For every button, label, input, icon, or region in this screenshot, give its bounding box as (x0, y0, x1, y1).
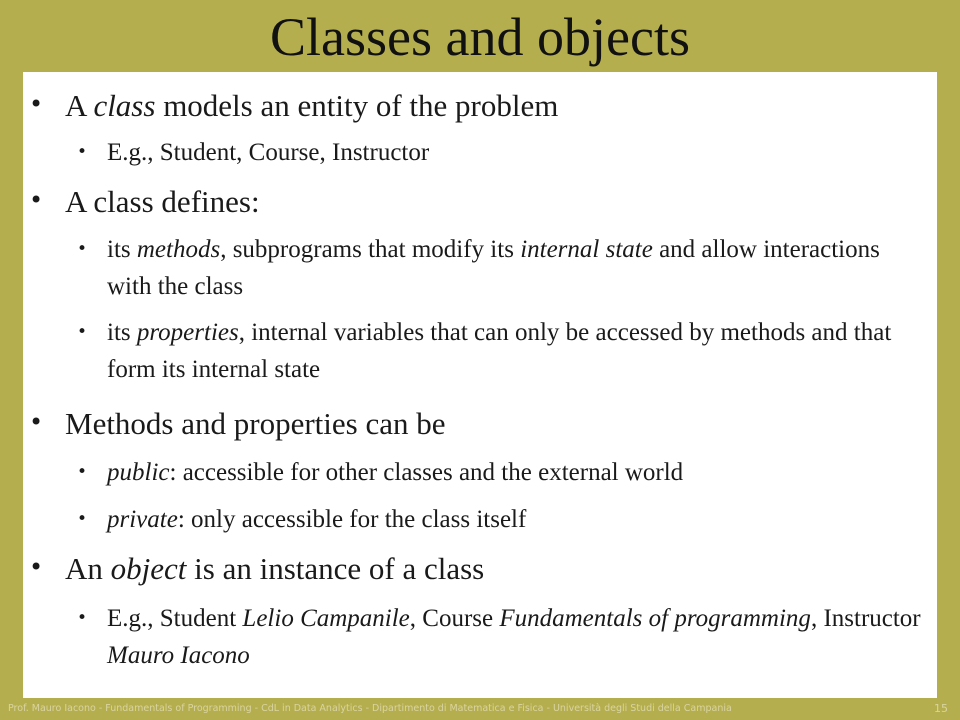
bullet-text: its methods, subprograms that modify its internal state and allow interactions with the class (107, 236, 880, 300)
bullet-dot: • (77, 322, 88, 342)
bullet-dot: • (29, 553, 44, 581)
page-number: 15 (934, 702, 948, 715)
bullet-text: E.g., Student, Course, Instructor (107, 139, 430, 166)
slide-footer: Prof. Mauro Iacono - Fundamentals of Programming - CdL in Data Analytics - Dipartimento di Matematica e Fisica - Università degli Studi della Campania (8, 703, 732, 714)
bullet-dot: • (29, 90, 44, 118)
bullet-text: An object is an instance of a class (65, 551, 485, 586)
bullet-dot: • (77, 239, 88, 259)
bullet-dot: • (77, 142, 88, 162)
bullet-text: its properties, internal variables that can only be accessed by methods and that form its internal state (107, 319, 892, 383)
bullet-dot: • (77, 509, 88, 529)
slide-content (23, 72, 937, 698)
bullet-text: A class defines: (65, 184, 260, 219)
bullet-dot: • (29, 186, 44, 214)
slide-title: Classes and objects (270, 7, 690, 67)
bullet-dot: • (77, 462, 88, 482)
bullet-text: A class models an entity of the problem (65, 88, 559, 123)
bullet-text: Methods and properties can be (65, 406, 446, 441)
bullet-text: E.g., Student Lelio Campanile, Course Fundamentals of programming, Instructor Mauro Iacono (107, 605, 921, 669)
bullet-dot: • (29, 408, 44, 436)
bullet-text: public: accessible for other classes and the external world (107, 459, 684, 486)
bullet-text: private: only accessible for the class itself (107, 506, 527, 533)
bullet-dot: • (77, 608, 88, 628)
